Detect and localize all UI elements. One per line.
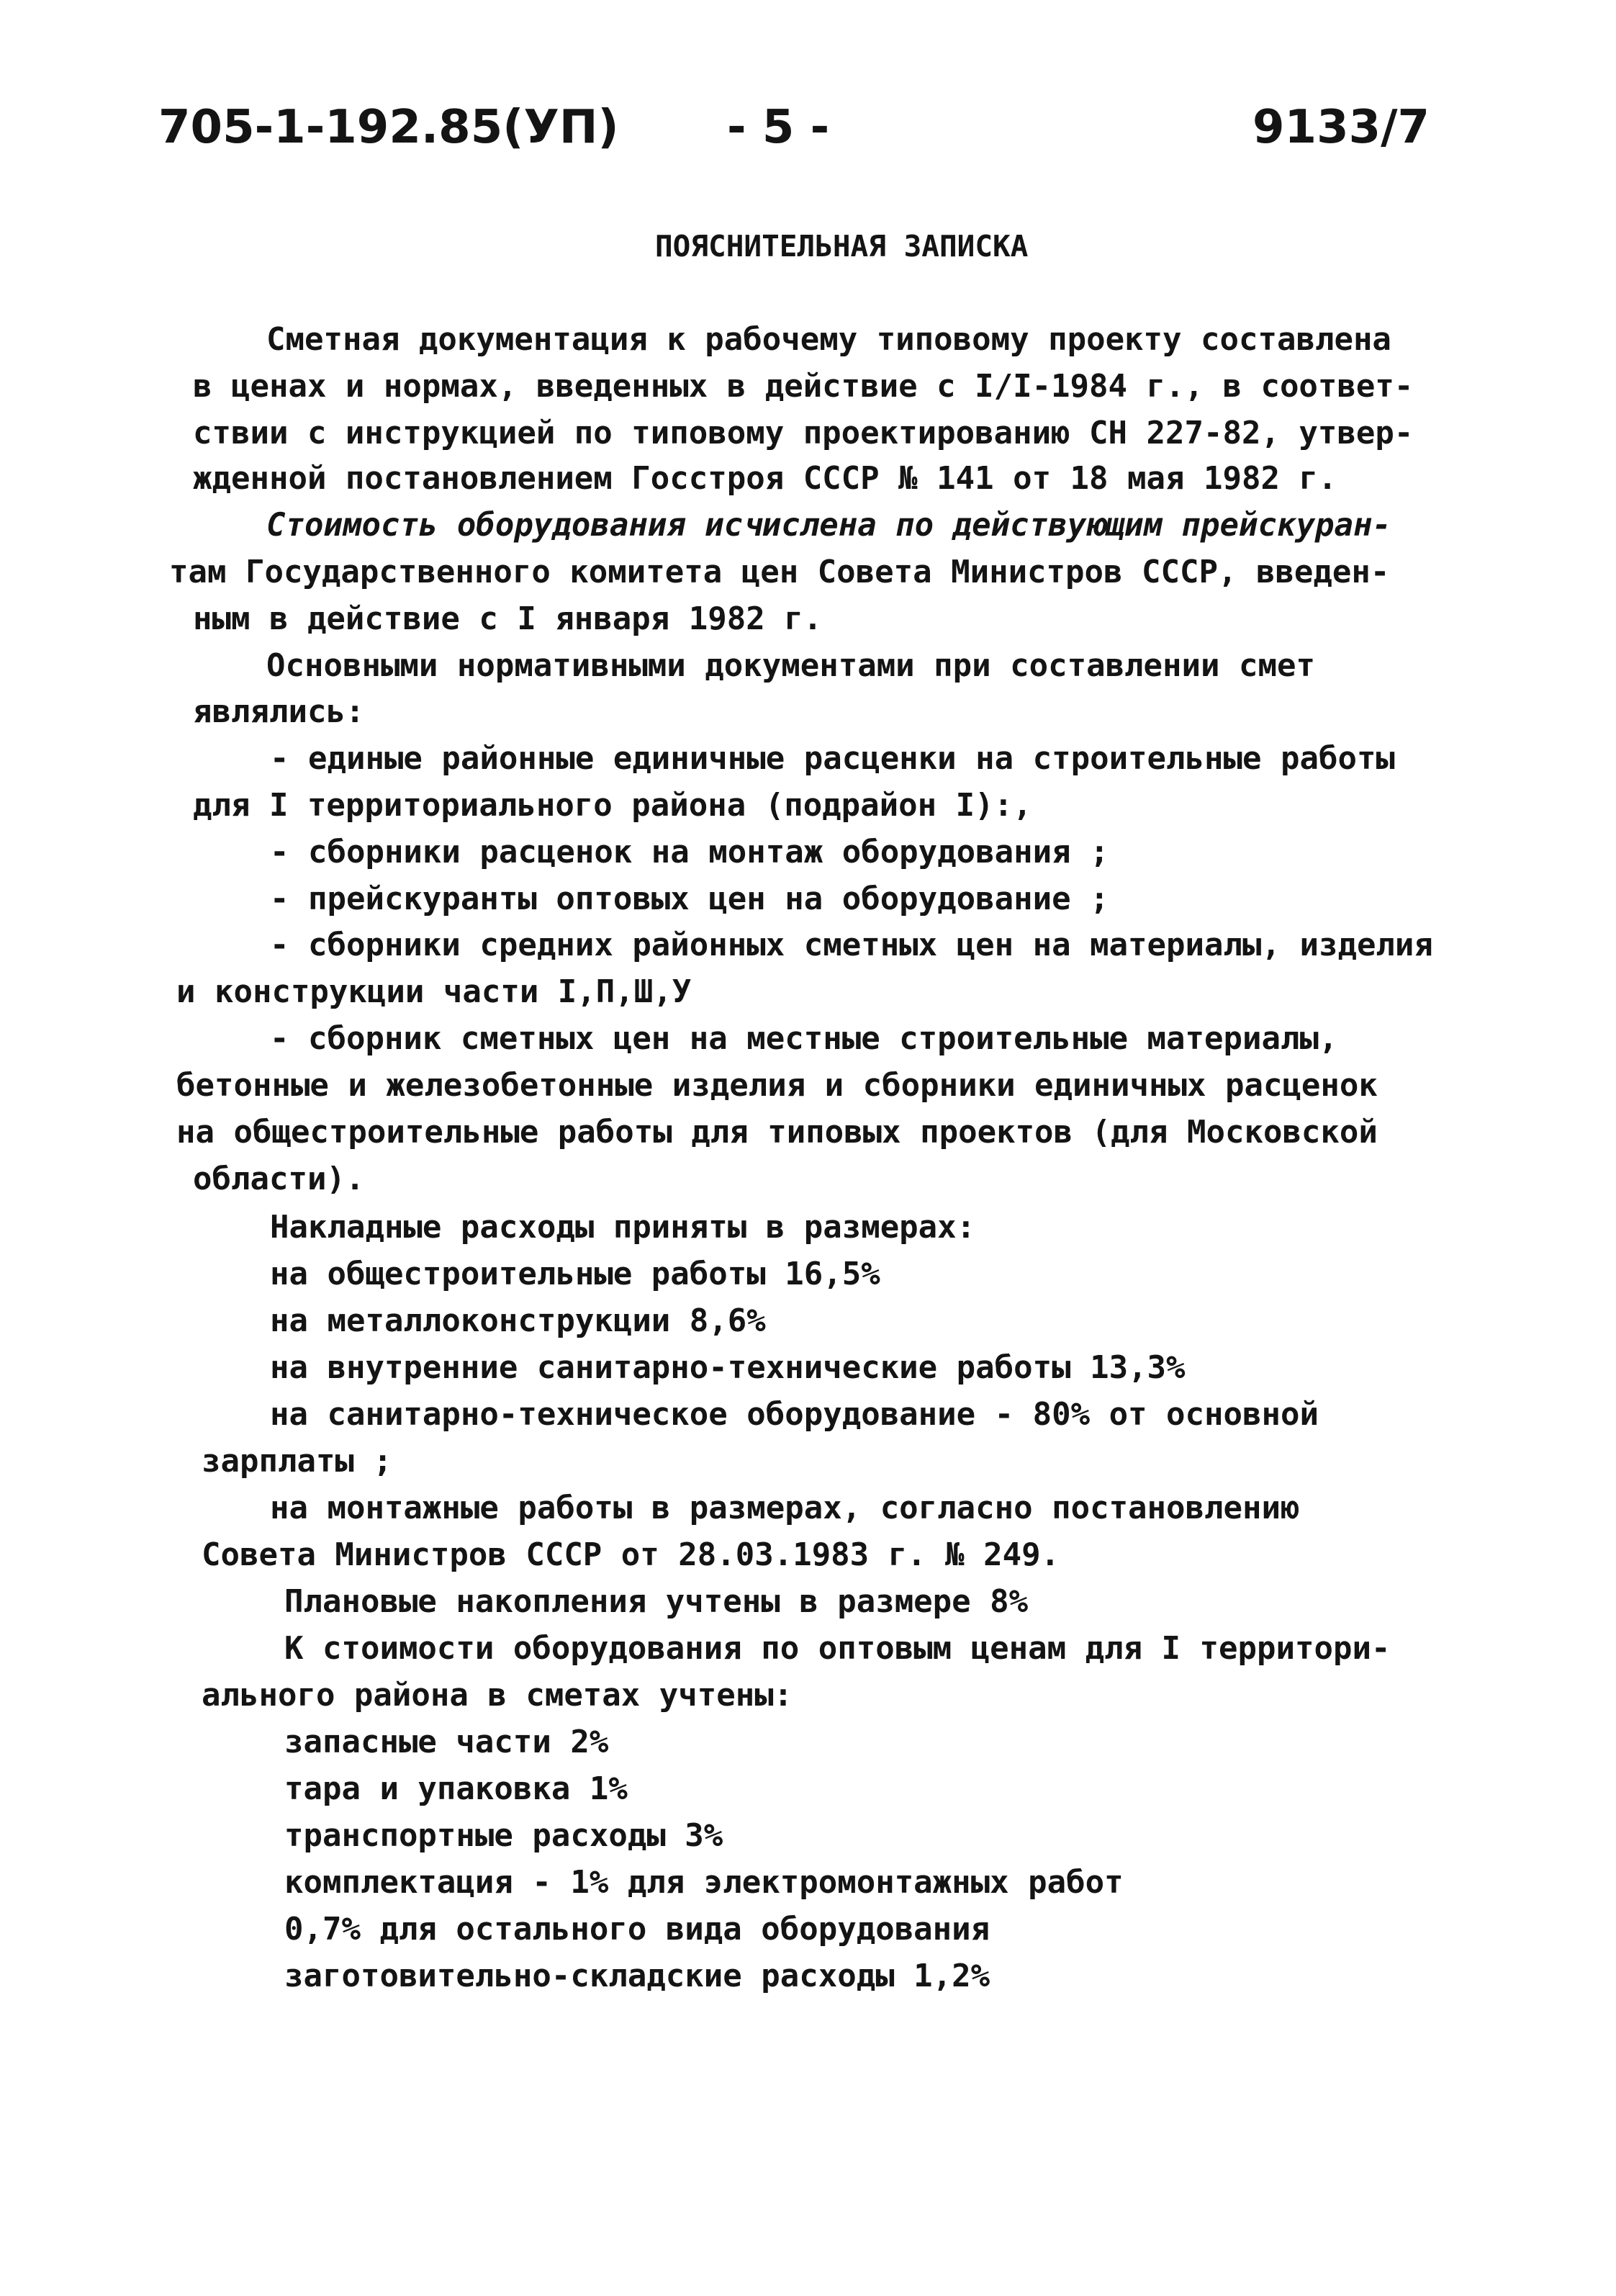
text-line: на общестроительные работы 16,5% (270, 1256, 880, 1292)
text-line: на общестроительные работы для типовых проектов (для Московской (176, 1114, 1378, 1151)
text-line: бетонные и железобетонные изделия и сборники единичных расценок (176, 1067, 1378, 1104)
text-line: тара и упаковка 1% (284, 1770, 628, 1807)
page-title: ПОЯСНИТЕЛЬНАЯ ЗАПИСКА (655, 229, 1029, 264)
text-line: и конструкции части I,П,Ш,У (176, 973, 692, 1010)
text-line: Стоимость оборудования исчислена по действующим прейскуран- (266, 507, 1391, 544)
document-code: 705-1-192.85(УП) (158, 101, 619, 154)
text-line: - прейскуранты оптовых цен на оборудование ; (270, 881, 1109, 917)
text-line: жденной постановлением Госстроя СССР № 141 от 18 мая 1982 г. (193, 460, 1337, 497)
text-line: на санитарно-техническое оборудование - 80% от основной (270, 1396, 1319, 1433)
text-line: Сметная документация к рабочему типовому проекту составлена (266, 321, 1391, 358)
text-line: зарплаты ; (202, 1443, 392, 1480)
text-line: запасные части 2% (284, 1724, 609, 1760)
text-line: - сборник сметных цен на местные строительные материалы, (270, 1020, 1338, 1057)
text-line: Накладные расходы приняты в размерах: (270, 1209, 976, 1246)
sheet-number: 9133/7 (1252, 101, 1430, 154)
text-line: К стоимости оборудования по оптовым ценам для I территори- (284, 1630, 1391, 1667)
text-line: на монтажные работы в размерах, согласно постановлению (270, 1490, 1300, 1526)
text-line: - сборники средних районных сметных цен на материалы, изделия (270, 927, 1433, 963)
text-line: для I территориального района (подрайон I):, (193, 787, 1032, 824)
text-line: Плановые накопления учтены в размере 8% (284, 1583, 1029, 1620)
text-line: в ценах и нормах, введенных в действие с I/I-1984 г., в соответ- (193, 368, 1414, 405)
text-line: комплектация - 1% для электромонтажных работ (284, 1864, 1124, 1901)
text-line: на внутренние санитарно-технические работы 13,3% (270, 1349, 1186, 1386)
text-line: - сборники расценок на монтаж оборудования ; (270, 834, 1109, 870)
text-line: являлись: (193, 693, 365, 730)
text-line: заготовительно-складские расходы 1,2% (284, 1958, 990, 1994)
text-line: ным в действие с I января 1982 г. (193, 600, 823, 637)
text-line: там Государственного комитета цен Совета Министров СССР, введен- (169, 554, 1390, 590)
text-line: ального района в сметах учтены: (202, 1677, 793, 1714)
page-number: - 5 - (727, 101, 830, 154)
text-line: области). (193, 1161, 365, 1197)
text-line: Основными нормативными документами при составлении смет (266, 647, 1315, 684)
text-line: на металлоконструкции 8,6% (270, 1302, 766, 1339)
text-line: Совета Министров СССР от 28.03.1983 г. № 249. (202, 1536, 1060, 1573)
text-line: ствии с инструкцией по типовому проектированию СН 227-82, утвер- (193, 415, 1414, 451)
text-line: 0,7% для остального вида оборудования (284, 1911, 990, 1948)
text-line: - единые районные единичные расценки на строительные работы (270, 740, 1395, 777)
text-line: транспортные расходы 3% (284, 1817, 723, 1854)
